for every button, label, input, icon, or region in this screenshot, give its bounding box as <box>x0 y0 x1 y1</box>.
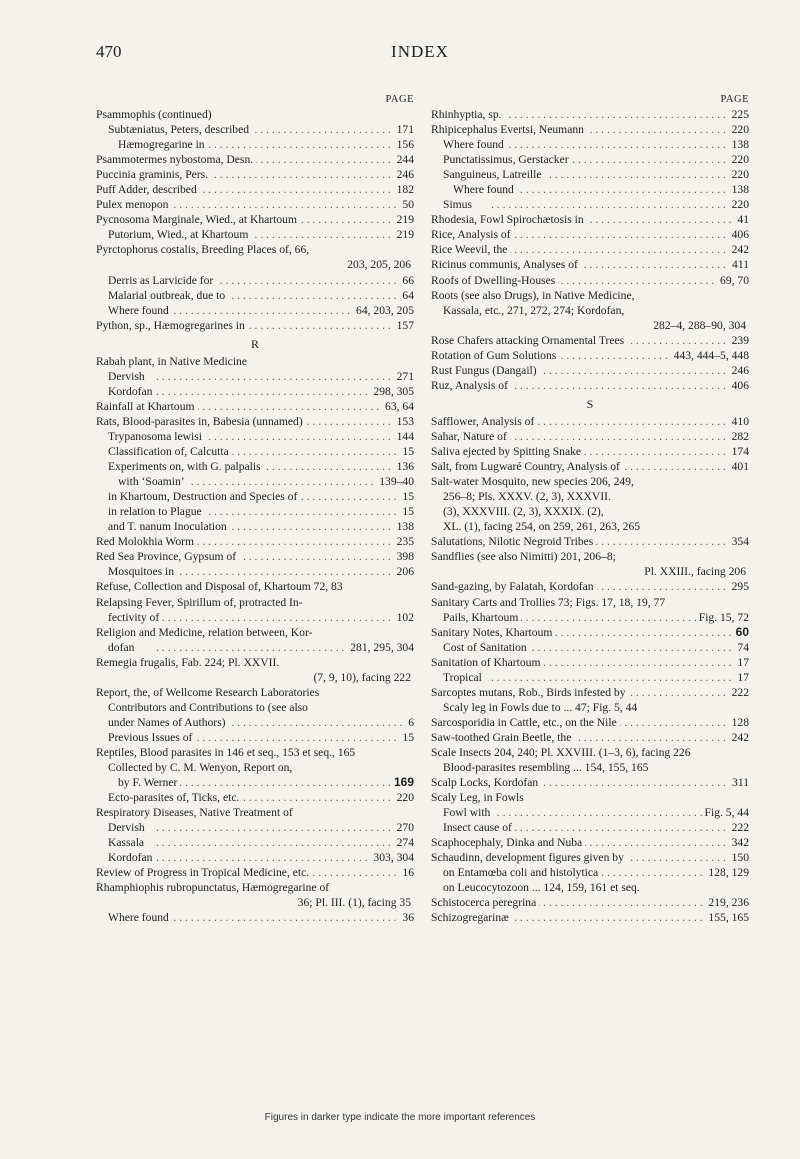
index-entry <box>96 197 414 212</box>
entry-pages: 74 <box>734 640 749 655</box>
column-heading: PAGE <box>720 94 749 105</box>
entry-text: Schizogregarinæ <box>431 911 512 924</box>
entry-text: Pl. XXIII., facing 206 <box>644 565 749 578</box>
entry-text: Schistocerca peregrina <box>431 896 539 909</box>
index-entry <box>431 122 749 137</box>
index-entry <box>431 489 749 504</box>
index-entry <box>96 715 414 730</box>
entry-text: Collected by C. M. Wenyon, Report on, <box>108 761 295 774</box>
entry-text: Kassala, etc., 271, 272, 274; Kordofan, <box>443 304 627 317</box>
entry-pages: 220 <box>729 152 749 167</box>
entry-text: Scalp Locks, Kordofan <box>431 776 541 789</box>
entry-pages: 406 <box>729 227 749 242</box>
index-entry <box>431 880 749 895</box>
index-entry <box>431 579 749 594</box>
entry-pages: 242 <box>729 730 749 745</box>
entry-pages: 155, 165 <box>705 910 749 925</box>
entry-pages: 246 <box>729 363 749 378</box>
entry-text: Sarcoptes mutans, Rob., Birds infested by <box>431 686 629 699</box>
entry-text: in Khartoum, Destruction and Species of <box>108 490 300 503</box>
entry-text: fectivity of <box>108 611 162 624</box>
entry-text: Experiments on, with G. palpalis <box>108 460 264 473</box>
index-entry <box>96 564 414 579</box>
index-entry <box>431 167 749 182</box>
entry-pages: 342 <box>729 835 749 850</box>
entry-pages: 271 <box>394 369 414 384</box>
entry-text: Scaphocephaly, Dinka and Nuba <box>431 836 585 849</box>
entry-pages: 144 <box>394 429 414 444</box>
entry-text: Sandflies (see also Nimitti) 201, 206–8; <box>431 550 619 563</box>
entry-pages: 222 <box>729 820 749 835</box>
entry-pages: 66 <box>399 273 414 288</box>
entry-text: Scaly Leg, in Fowls <box>431 791 527 804</box>
entry-text: Salutations, Nilotic Negroid Tribes <box>431 535 596 548</box>
index-entry <box>431 288 749 303</box>
entry-pages: 222 <box>729 685 749 700</box>
entry-text: Safflower, Analysis of <box>431 415 537 428</box>
index-entry <box>96 595 414 610</box>
entry-pages: 60 <box>733 625 749 640</box>
entry-text: Salt, from Lugwaré Country, Analysis of <box>431 460 623 473</box>
entry-text: and T. nanum Inoculation <box>108 520 230 533</box>
entry-text: Rhodesia, Fowl Spirochætosis in <box>431 213 587 226</box>
index-entry <box>431 303 749 318</box>
entry-text: Putorium, Wied., at Khartoum <box>108 228 251 241</box>
entry-pages: 69, 70 <box>717 273 749 288</box>
index-entry <box>96 775 414 790</box>
entry-text: Fowl with <box>443 806 493 819</box>
page-title: INDEX <box>391 42 449 61</box>
entry-pages: 17 <box>734 655 749 670</box>
entry-text: Psammotermes nybostoma, Desn. <box>96 153 256 166</box>
index-entry <box>431 182 749 197</box>
entry-text: 256–8; Pls. XXXV. (2, 3), XXXVII. <box>443 490 614 503</box>
entry-text: Contributors and Contributions to (see also <box>108 701 311 714</box>
index-entry <box>96 429 414 444</box>
entry-text: Rotation of Gum Solutions <box>431 349 559 362</box>
entry-text: Sahar, Nature of <box>431 430 510 443</box>
entry-text: Cost of Sanitation <box>443 641 530 654</box>
entry-text: Ruz, Analysis of <box>431 379 511 392</box>
entry-text: Where found <box>108 911 172 924</box>
entry-text: Puff Adder, described <box>96 183 200 196</box>
entry-pages: 401 <box>729 459 749 474</box>
entry-pages: 15 <box>399 489 414 504</box>
entry-pages: 206 <box>394 564 414 579</box>
index-entry <box>431 414 749 429</box>
entry-text: by F. Werner <box>118 776 180 789</box>
entry-text: Trypanosoma lewisi <box>108 430 205 443</box>
entry-pages: 398 <box>394 549 414 564</box>
index-entry <box>431 273 749 288</box>
index-entry <box>431 655 749 670</box>
entry-pages: 150 <box>729 850 749 865</box>
entry-pages: 281, 295, 304 <box>347 640 414 655</box>
index-entry <box>96 182 414 197</box>
entry-pages: Fig. 5, 44 <box>702 805 749 820</box>
index-entry <box>431 625 749 640</box>
entry-pages: 136 <box>394 459 414 474</box>
entry-pages: 15 <box>399 504 414 519</box>
entry-text: Rose Chafers attacking Ornamental Trees <box>431 334 627 347</box>
index-entry <box>96 227 414 242</box>
entry-pages: 157 <box>394 318 414 333</box>
entry-text: Roofs of Dwelling-Houses <box>431 274 558 287</box>
entry-text: Dervish <box>108 821 148 834</box>
entry-pages: 15 <box>399 444 414 459</box>
index-entry <box>431 519 749 534</box>
index-entry <box>96 579 414 594</box>
entry-pages: 274 <box>394 835 414 850</box>
entry-text: Simus <box>443 198 475 211</box>
index-entry <box>96 354 414 369</box>
entry-text: Rice, Analysis of <box>431 228 514 241</box>
entry-text: Remegia frugalis, Fab. 224; Pl. XXVII. <box>96 656 282 669</box>
entry-pages: 128, 129 <box>705 865 749 880</box>
entry-text: Punctatissimus, Gerstacker <box>443 153 572 166</box>
index-entry <box>96 640 414 655</box>
index-entry <box>431 378 749 393</box>
index-entry <box>431 363 749 378</box>
page-header <box>96 42 744 64</box>
entry-text: in relation to Plague <box>108 505 205 518</box>
entry-text: Puccinia graminis, Pers. <box>96 168 211 181</box>
index-entry <box>431 227 749 242</box>
entry-text: Ecto-parasites of, Ticks, etc. <box>108 791 242 804</box>
entry-pages: 153 <box>394 414 414 429</box>
entry-text: Sand-gazing, by Falatah, Kordofan <box>431 580 597 593</box>
index-entry <box>96 865 414 880</box>
index-entry <box>431 444 749 459</box>
entry-pages: 220 <box>394 790 414 805</box>
index-entry <box>431 549 749 564</box>
index-entry <box>431 212 749 227</box>
index-entry <box>431 790 749 805</box>
index-entry <box>431 459 749 474</box>
index-entry <box>96 257 414 272</box>
entry-text: Subtæniatus, Peters, described <box>108 123 252 136</box>
entry-text: Rats, Blood-parasites in, Babesia (unnamed) <box>96 415 306 428</box>
entry-text: Rabah plant, in Native Medicine <box>96 355 250 368</box>
entry-pages: 6 <box>405 715 414 730</box>
entry-pages: 298, 305 <box>370 384 414 399</box>
index-entry <box>431 534 749 549</box>
entry-text: Salt-water Mosquito, new species 206, 249, <box>431 475 637 488</box>
index-entry <box>431 242 749 257</box>
index-entry <box>431 700 749 715</box>
entry-pages: 36 <box>399 910 414 925</box>
entry-text: Where found <box>108 304 172 317</box>
entry-pages: 219 <box>394 212 414 227</box>
index-entry <box>96 700 414 715</box>
entry-pages: 219 <box>394 227 414 242</box>
index-entry <box>431 318 749 333</box>
index-entry <box>431 257 749 272</box>
index-entry <box>431 348 749 363</box>
index-entry <box>96 880 414 895</box>
index-entry <box>96 820 414 835</box>
entry-pages: 219, 236 <box>705 895 749 910</box>
entry-text: Pyrctophorus costalis, Breeding Places of, 66, <box>96 243 312 256</box>
index-entry <box>96 549 414 564</box>
index-entry <box>96 610 414 625</box>
index-entry <box>431 474 749 489</box>
entry-text: Rice Weevil, the <box>431 243 510 256</box>
index-entry <box>96 152 414 167</box>
index-entry <box>431 137 749 152</box>
entry-text: Kassala <box>108 836 147 849</box>
entry-text: Relapsing Fever, Spirillum of, protracted In- <box>96 596 306 609</box>
entry-pages: 246 <box>394 167 414 182</box>
index-entry <box>431 715 749 730</box>
index-entry <box>431 820 749 835</box>
entry-text: Sanitary Notes, Khartoum <box>431 626 555 639</box>
entry-pages: 220 <box>729 122 749 137</box>
index-entry <box>431 895 749 910</box>
entry-pages: 64 <box>399 288 414 303</box>
index-entry <box>96 444 414 459</box>
entry-text: Python, sp., Hæmogregarines in <box>96 319 248 332</box>
entry-text: Respiratory Diseases, Native Treatment of <box>96 806 296 819</box>
index-entry <box>96 273 414 288</box>
entry-text: XL. (1), facing 254, on 259, 261, 263, 265 <box>443 520 643 533</box>
footer-note: Figures in darker type indicate the more important references <box>264 1112 536 1123</box>
index-entry <box>431 152 749 167</box>
index-entry <box>431 685 749 700</box>
entry-text: Classification of, Calcutta <box>108 445 232 458</box>
index-entry <box>96 122 414 137</box>
index-entry <box>96 745 414 760</box>
entry-text: (7, 9, 10), facing 222 <box>313 671 414 684</box>
entry-pages: 174 <box>729 444 749 459</box>
entry-text: 282–4, 288–90, 304 <box>653 319 749 332</box>
index-entry <box>431 775 749 790</box>
index-entry <box>431 910 749 925</box>
index-entry <box>96 474 414 489</box>
entry-text: Rust Fungus (Dangail) <box>431 364 540 377</box>
entry-pages: 15 <box>399 730 414 745</box>
index-entry <box>96 790 414 805</box>
entry-text: Mosquitoes in <box>108 565 177 578</box>
index-entry <box>96 519 414 534</box>
index-entry <box>96 303 414 318</box>
index-entry <box>96 107 414 122</box>
index-entry <box>431 429 749 444</box>
entry-text: with ‘Soamin’ <box>118 475 188 488</box>
entry-pages: 220 <box>729 197 749 212</box>
entry-text: Report, the, of Wellcome Research Laboratories <box>96 686 322 699</box>
index-entry <box>96 369 414 384</box>
index-entry <box>96 414 414 429</box>
index-entry <box>431 850 749 865</box>
entry-text: Dervish <box>108 370 148 383</box>
entry-text: Where found <box>443 138 507 151</box>
index-entry <box>96 399 414 414</box>
entry-pages: 242 <box>729 242 749 257</box>
entry-text: Insect cause of <box>443 821 515 834</box>
entry-text: Kordofan <box>108 851 155 864</box>
index-entry <box>96 318 414 333</box>
index-column-left <box>96 92 414 926</box>
page-number: 470 <box>96 42 122 61</box>
entry-pages: 102 <box>394 610 414 625</box>
index-entry <box>431 760 749 775</box>
entry-text: Refuse, Collection and Disposal of, Khartoum 72, 83 <box>96 580 346 593</box>
index-entry <box>96 167 414 182</box>
entry-text: Blood-parasites resembling ... 154, 155, 165 <box>443 761 651 774</box>
entry-text: Hæmogregarine in <box>118 138 208 151</box>
entry-text: Scaly leg in Fowls due to ... 47; Fig. 5, 44 <box>443 701 640 714</box>
index-entry <box>96 835 414 850</box>
entry-pages: 235 <box>394 534 414 549</box>
entry-pages: 354 <box>729 534 749 549</box>
entry-text: Roots (see also Drugs), in Native Medicine, <box>431 289 638 302</box>
entry-text: Tropical <box>443 671 485 684</box>
index-entry <box>96 805 414 820</box>
index-entry <box>96 489 414 504</box>
section-letter: R <box>250 336 259 351</box>
entry-text: Kordofan <box>108 385 155 398</box>
entry-text: Reptiles, Blood parasites in 146 et seq., 153 et seq., 165 <box>96 746 358 759</box>
index-entry <box>431 745 749 760</box>
entry-pages: 171 <box>394 122 414 137</box>
entry-text: Sanguineus, Latreille <box>443 168 545 181</box>
entry-pages: 443, 444–5, 448 <box>671 348 749 363</box>
entry-text: Rhamphiophis rubropunctatus, Hæmogregarine of <box>96 881 332 894</box>
entry-pages: 64, 203, 205 <box>353 303 414 318</box>
index-entry <box>96 384 414 399</box>
entry-pages: 63, 64 <box>382 399 414 414</box>
entry-text: under Names of Authors) <box>108 716 229 729</box>
entry-pages: 169 <box>391 775 414 790</box>
index-column-right <box>431 92 749 926</box>
entry-text: Review of Progress in Tropical Medicine, etc. <box>96 866 312 879</box>
entry-text: Pulex menopon <box>96 198 171 211</box>
entry-text: dofan <box>108 641 137 654</box>
entry-pages: 128 <box>729 715 749 730</box>
entry-text: Rhinhyptia, sp. <box>431 108 505 121</box>
index-entry <box>431 107 749 122</box>
entry-text: 36; Pl. III. (1), facing 35 <box>298 896 414 909</box>
entry-text: on Entamœba coli and histolytica <box>443 866 601 879</box>
entry-pages: 282 <box>729 429 749 444</box>
index-entry <box>96 534 414 549</box>
entry-pages: 239 <box>729 333 749 348</box>
entry-text: Religion and Medicine, relation between, Kor- <box>96 626 315 639</box>
entry-pages: 411 <box>729 257 749 272</box>
entry-text: Schaudinn, development figures given by <box>431 851 627 864</box>
entry-pages: 303, 304 <box>370 850 414 865</box>
index-entry <box>96 242 414 257</box>
entry-pages: 406 <box>729 378 749 393</box>
index-entry <box>96 670 414 685</box>
entry-text: Ricinus communis, Analyses of <box>431 258 581 271</box>
index-entry <box>431 865 749 880</box>
index-entry <box>96 850 414 865</box>
index-entry <box>431 595 749 610</box>
entry-text: Previous Issues of <box>108 731 195 744</box>
entry-pages: 225 <box>729 107 749 122</box>
index-entry <box>431 835 749 850</box>
entry-text: Pails, Khartoum <box>443 611 521 624</box>
entry-text: Scale Insects 204, 240; Pl. XXVIII. (1–3, 6), facing 226 <box>431 746 694 759</box>
entry-pages: 138 <box>729 182 749 197</box>
entry-pages: 295 <box>729 579 749 594</box>
index-entry <box>431 564 749 579</box>
index-entry <box>431 197 749 212</box>
index-entry <box>96 212 414 227</box>
entry-text: Where found <box>453 183 517 196</box>
index-entry <box>96 459 414 474</box>
index-entry <box>431 805 749 820</box>
entry-text: Malarial outbreak, due to <box>108 289 228 302</box>
entry-pages: 244 <box>394 152 414 167</box>
entry-pages: Fig. 15, 72 <box>696 610 749 625</box>
index-entry <box>96 895 414 910</box>
entry-text: Derris as Larvicide for <box>108 274 216 287</box>
index-entry <box>96 685 414 700</box>
entry-text: Saliva ejected by Spitting Snake <box>431 445 584 458</box>
index-entry <box>431 670 749 685</box>
index-entry <box>96 137 414 152</box>
entry-text: Sarcosporidia in Cattle, etc., on the Nile <box>431 716 620 729</box>
index-entry <box>96 625 414 640</box>
entry-text: Saw-toothed Grain Beetle, the <box>431 731 574 744</box>
entry-pages: 138 <box>729 137 749 152</box>
entry-text: Pycnosoma Marginale, Wied., at Khartoum <box>96 213 300 226</box>
column-heading: PAGE <box>385 94 414 105</box>
entry-text: Rainfall at Khartoum <box>96 400 198 413</box>
entry-pages: 17 <box>734 670 749 685</box>
entry-pages: 270 <box>394 820 414 835</box>
entry-pages: 182 <box>394 182 414 197</box>
index-entry <box>431 640 749 655</box>
entry-pages: 220 <box>729 167 749 182</box>
entry-text: Sanitation of Khartoum <box>431 656 543 669</box>
index-entry <box>431 610 749 625</box>
entry-pages: 41 <box>734 212 749 227</box>
entry-text: (3), XXXVIII. (2, 3), XXXIX. (2), <box>443 505 607 518</box>
index-entry <box>96 760 414 775</box>
index-entry <box>96 655 414 670</box>
index-entry <box>431 730 749 745</box>
index-entry <box>96 504 414 519</box>
index-entry <box>96 910 414 925</box>
entry-pages: 139–40 <box>376 474 414 489</box>
entry-pages: 50 <box>399 197 414 212</box>
index-entry <box>431 504 749 519</box>
entry-text: 203, 205, 206 <box>347 258 414 271</box>
entry-pages: 311 <box>729 775 749 790</box>
index-entry <box>96 730 414 745</box>
entry-text: Red Molokhia Worm <box>96 535 197 548</box>
entry-pages: 138 <box>394 519 414 534</box>
entry-text: Sanitary Carts and Trollies 73; Figs. 17, 18, 19, 77 <box>431 596 668 609</box>
entry-text: Rhipicephalus Evertsi, Neumann <box>431 123 587 136</box>
entry-text: Psammophis (continued) <box>96 108 215 121</box>
entry-pages: 156 <box>394 137 414 152</box>
entry-text: on Leucocytozoon ... 124, 159, 161 et seq. <box>443 881 643 894</box>
index-entry <box>96 288 414 303</box>
section-letter: S <box>586 396 594 411</box>
entry-pages: 16 <box>399 865 414 880</box>
entry-text: Red Sea Province, Gypsum of <box>96 550 239 563</box>
index-entry <box>431 333 749 348</box>
entry-pages: 410 <box>729 414 749 429</box>
